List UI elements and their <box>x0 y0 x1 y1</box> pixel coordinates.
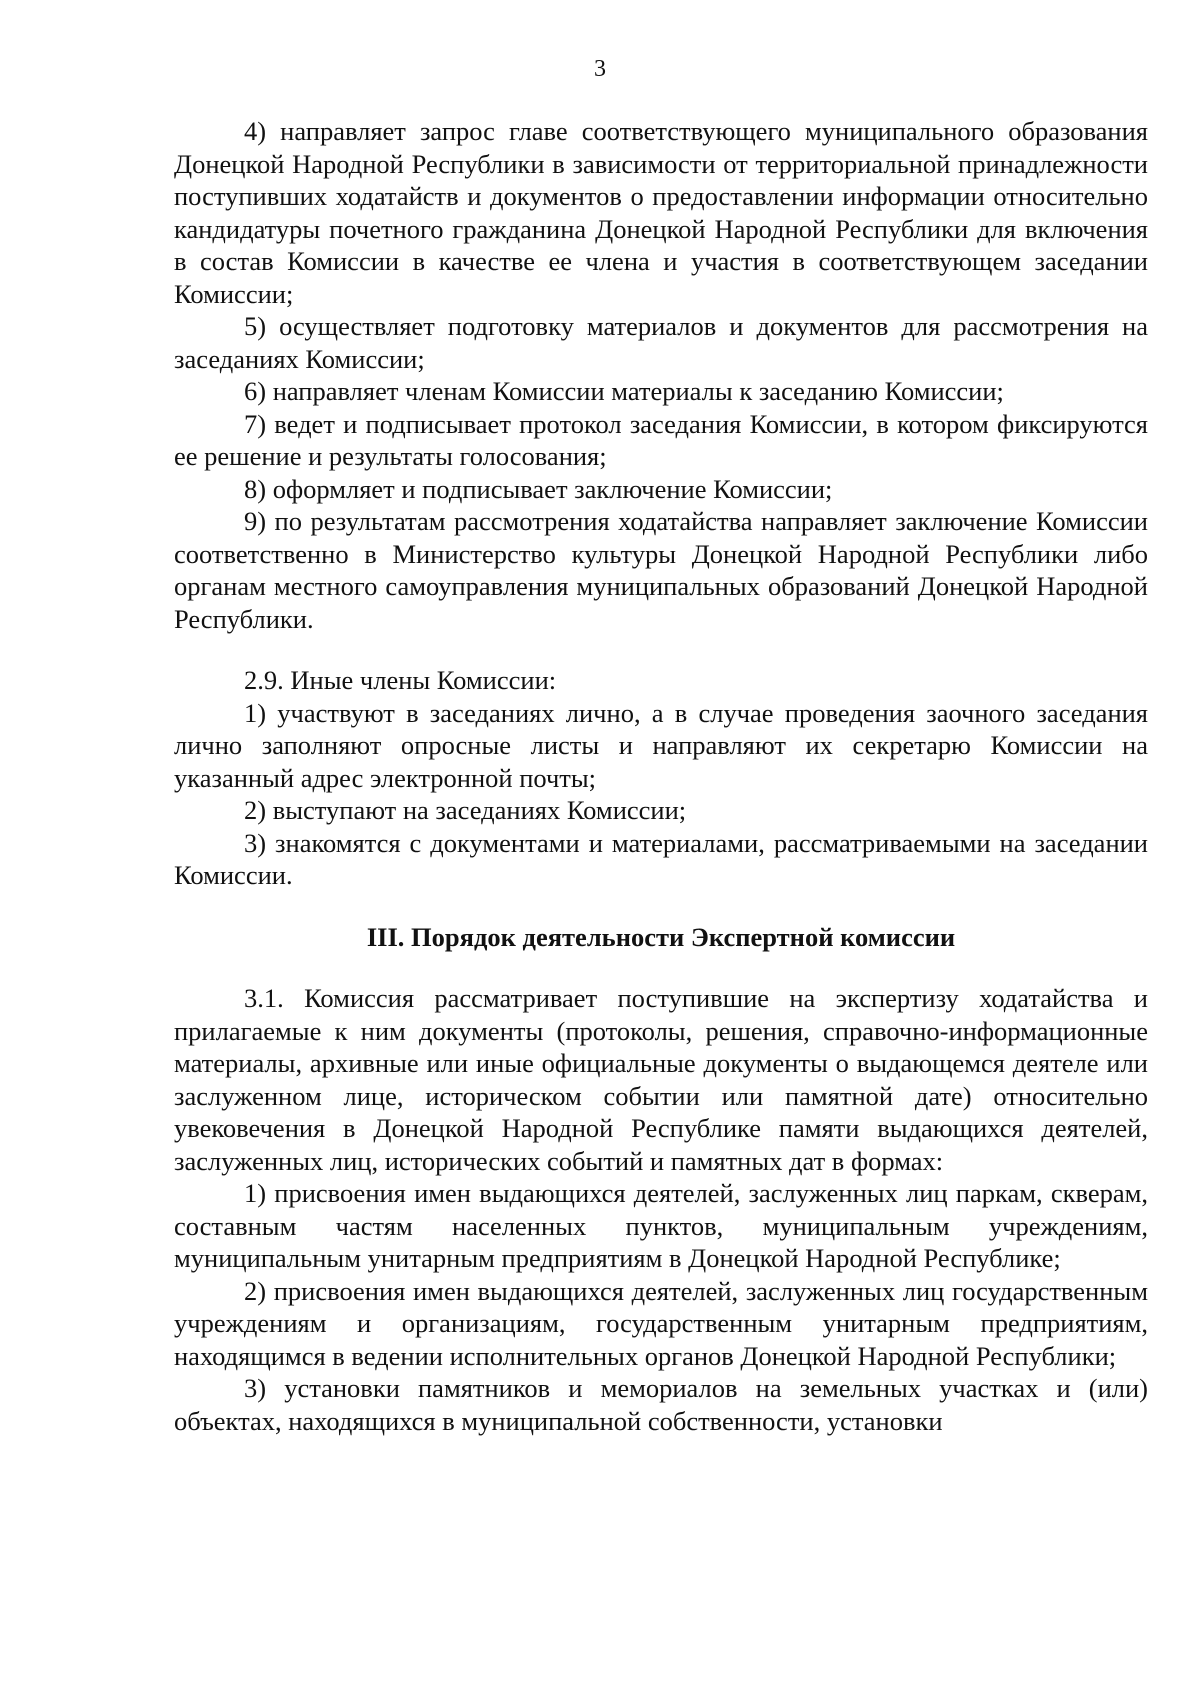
clause-2-9-item-1: 1) участвуют в заседаниях лично, а в случае проведения заочного заседания лично заполняют опросные листы и направляют их секретарю Комиссии на указанный адрес электронной почты; <box>174 697 1148 793</box>
paragraph-item-9: 9) по результатам рассмотрения ходатайства направляет заключение Комиссии соответственно в Министерство культуры Донецкой Народной Республики либо органам местного самоуправления муниципальных образований Донецкой Народной Республики. <box>174 506 1148 634</box>
section-3-heading: III. Порядок деятельности Экспертной комиссии <box>366 921 956 952</box>
clause-3-1-item-1: 1) присвоения имен выдающихся деятелей, заслуженных лиц паркам, скверам, составным частям населенных пунктов, муниципальным учреждениям, муниципальным унитарным предприятиям в Донецкой Народной Республике; <box>174 1178 1148 1273</box>
page-number: 3 <box>594 56 606 82</box>
paragraph-item-5: 5) осуществляет подготовку материалов и документов для рассмотрения на заседаниях Комиссии; <box>174 311 1148 374</box>
paragraph-item-7: 7) ведет и подписывает протокол заседания Комиссии, в котором фиксируются ее решение и результаты голосования; <box>174 408 1148 471</box>
paragraph-item-6: 6) направляет членам Комиссии материалы к заседанию Комиссии; <box>244 376 1004 406</box>
clause-3-1: 3.1. Комиссия рассматривает поступившие на экспертизу ходатайства и прилагаемые к ним документы (протоколы, решения, справочно-информационные материалы, архивные или иные официальные документы о выдающемся деятеле или заслуженном лице, историческом событии или памятной дате) относительно увековечения в Донецкой Народной Республике памяти выдающихся деятелей, заслуженных лиц, исторических событий и памятных дат в формах: <box>174 983 1148 1176</box>
clause-2-9-item-2: 2) выступают на заседаниях Комиссии; <box>244 795 687 825</box>
paragraph-item-8: 8) оформляет и подписывает заключение Комиссии; <box>244 473 833 504</box>
clause-3-1-item-3: 3) установки памятников и мемориалов на земельных участках и (или) объектах, находящихся в муниципальной собственности, установки <box>174 1373 1148 1436</box>
clause-2-9-title: 2.9. Иные члены Комиссии: <box>244 665 557 695</box>
clause-3-1-item-2: 2) присвоения имен выдающихся деятелей, заслуженных лиц государственным учреждениям и организациям, государственным унитарным предприятиям, находящимся в ведении исполнительных органов Донецкой Народной Республики; <box>174 1275 1148 1371</box>
clause-2-9-item-3: 3) знакомятся с документами и материалами, рассматриваемыми на заседании Комиссии. <box>174 827 1148 890</box>
paragraph-item-4: 4) направляет запрос главе соответствующего муниципального образования Донецкой Народной Республики в зависимости от территориальной принадлежности поступивших ходатайств и документов о предоставлении информации относительно кандидатуры почетного гражданина Донецкой Народной Республики для включения в состав Комиссии в качестве ее члена и участия в соответствующем заседании Комиссии; <box>174 116 1148 309</box>
document-body <box>174 115 1148 1437</box>
